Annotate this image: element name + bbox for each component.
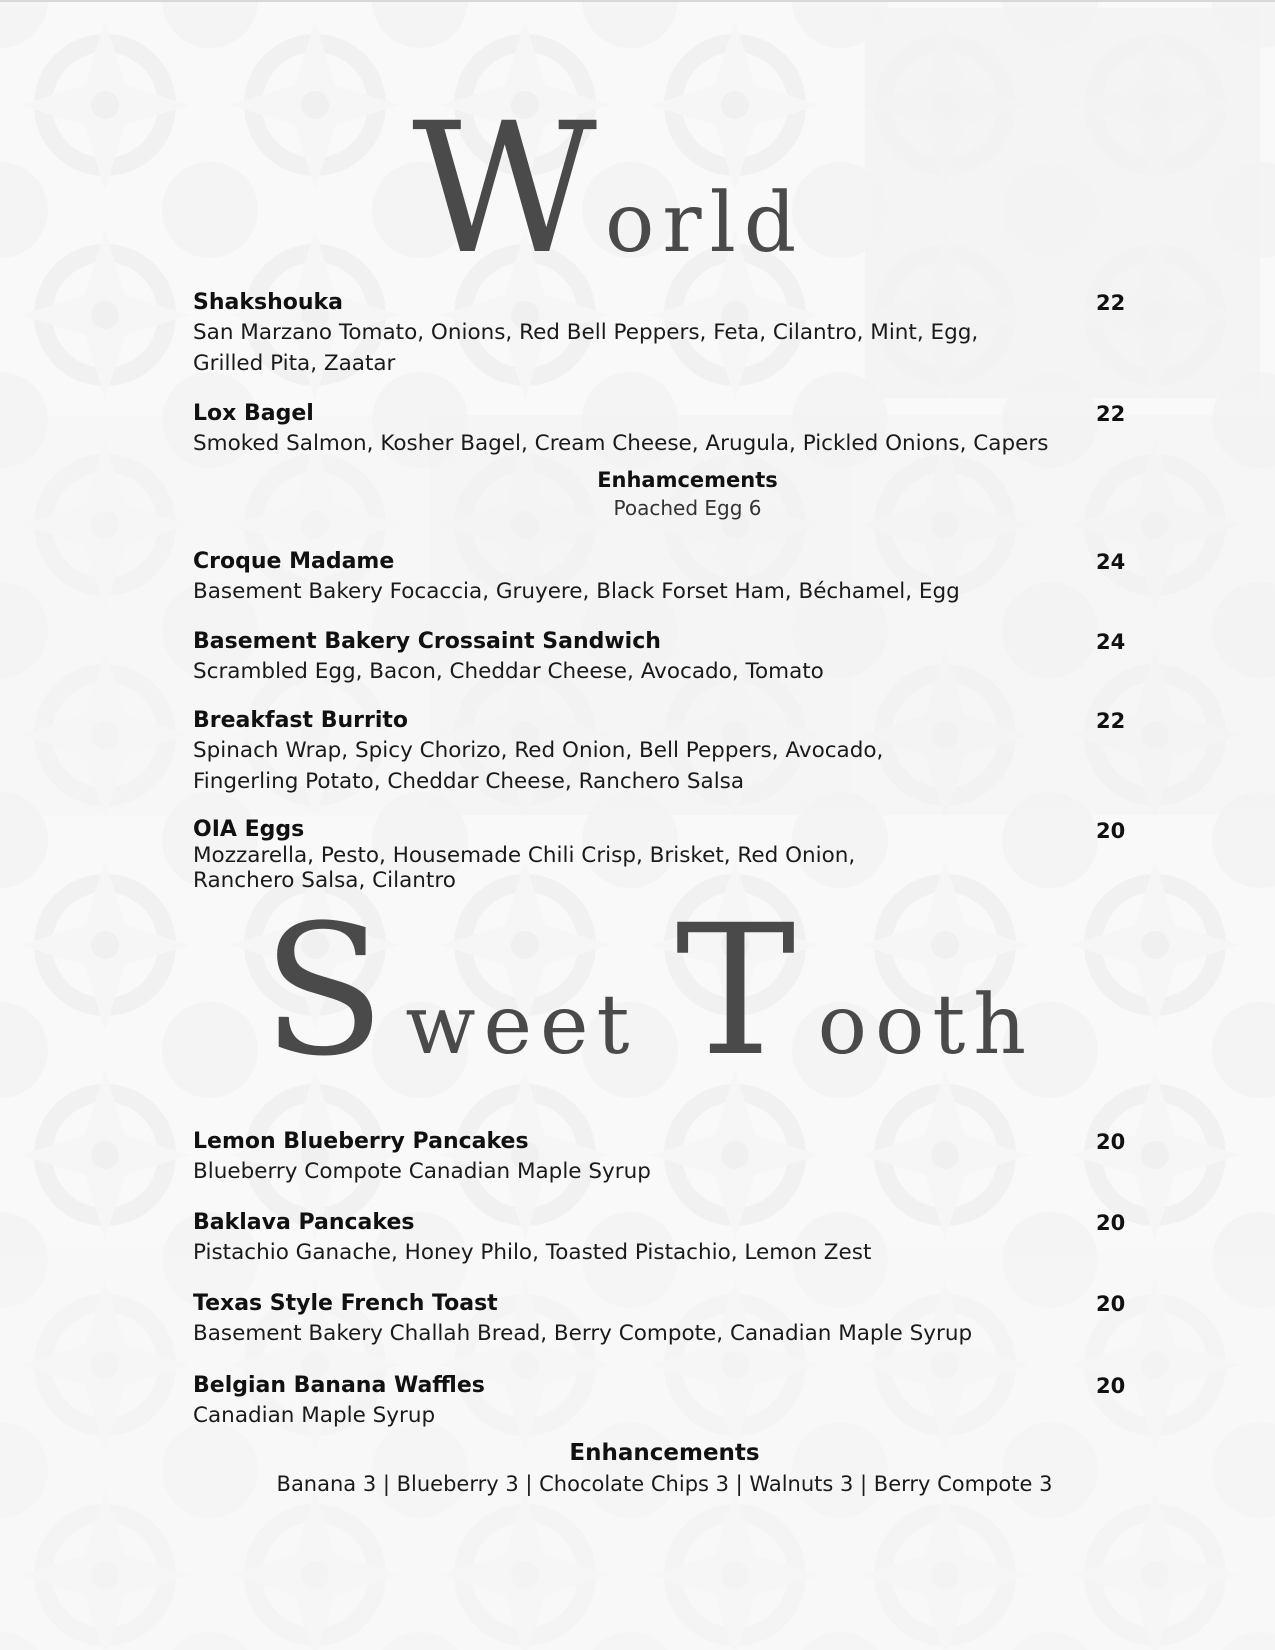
item-name: Croque Madame [193, 549, 395, 574]
tooth-title-initial: T [675, 887, 796, 1096]
tooth-title-rest: ooth [817, 978, 1035, 1073]
menu-item-breakfast-burrito [193, 707, 1123, 797]
enhancements-list: Banana 3 | Blueberry 3 | Chocolate Chips 3 | Walnuts 3 | Berry Compote 3 [276, 1472, 1053, 1496]
item-price: 22 [1096, 402, 1126, 426]
menu-item-crossaint-sandwich [193, 628, 1123, 687]
world-enhancements [50, 468, 1275, 520]
item-price: 20 [1096, 1374, 1126, 1398]
item-description: San Marzano Tomato, Onions, Red Bell Peppers, Feta, Cilantro, Mint, Egg, [193, 320, 979, 345]
item-description: Canadian Maple Syrup [193, 1403, 436, 1428]
menu-item-belgian-waffles [193, 1372, 1123, 1431]
item-description: Pistachio Ganache, Honey Philo, Toasted Pistachio, Lemon Zest [193, 1240, 872, 1265]
item-description: Scrambled Egg, Bacon, Cheddar Cheese, Avocado, Tomato [193, 659, 824, 684]
item-price: 24 [1096, 550, 1126, 574]
top-border [0, 0, 1275, 2]
item-price: 20 [1096, 1292, 1126, 1316]
world-title-initial: W [412, 85, 598, 294]
item-name: Baklava Pancakes [193, 1210, 415, 1235]
item-description: Blueberry Compote Canadian Maple Syrup [193, 1159, 651, 1184]
menu-item-shakshouka [193, 289, 1123, 379]
sweet-title-rest: weet [405, 978, 638, 1073]
item-price: 22 [1096, 291, 1126, 315]
item-price: 22 [1096, 709, 1126, 733]
item-price: 20 [1096, 1130, 1126, 1154]
item-description: Spinach Wrap, Spicy Chorizo, Red Onion, Bell Peppers, Avocado, [193, 738, 884, 763]
item-name: Belgian Banana Waffles [193, 1373, 485, 1398]
item-description: Basement Bakery Challah Bread, Berry Compote, Canadian Maple Syrup [193, 1321, 973, 1346]
enhancements-heading: Enhamcements [597, 468, 778, 492]
item-name: Breakfast Burrito [193, 708, 409, 733]
item-name: Shakshouka [193, 290, 343, 315]
enhancements-list: Poached Egg 6 [613, 496, 762, 520]
world-title-rest: orld [605, 176, 805, 271]
sweet-enhancements [27, 1440, 1275, 1496]
menu-item-baklava-pancakes [193, 1209, 1123, 1268]
item-description: Ranchero Salsa, Cilantro [193, 868, 456, 893]
item-name: Lemon Blueberry Pancakes [193, 1129, 529, 1154]
item-description: Grilled Pita, Zaatar [193, 351, 396, 376]
item-price: 24 [1096, 630, 1126, 654]
item-description: Mozzarella, Pesto, Housemade Chili Crisp, Brisket, Red Onion, [193, 843, 856, 868]
item-price: 20 [1096, 819, 1126, 843]
menu-item-croque-madame [193, 548, 1123, 607]
item-name: Lox Bagel [193, 401, 314, 426]
menu-item-lemon-blueberry-pancakes [193, 1128, 1123, 1187]
item-name: Basement Bakery Crossaint Sandwich [193, 629, 661, 654]
item-description: Fingerling Potato, Cheddar Cheese, Ranchero Salsa [193, 769, 745, 794]
sweet-title-initial: S [262, 887, 386, 1096]
item-name: Texas Style French Toast [193, 1291, 498, 1316]
menu-item-french-toast [193, 1290, 1123, 1349]
item-name: OIA Eggs [193, 817, 305, 842]
enhancements-heading: Enhancements [569, 1440, 760, 1466]
item-price: 20 [1096, 1211, 1126, 1235]
item-description: Smoked Salmon, Kosher Bagel, Cream Cheese, Arugula, Pickled Onions, Capers [193, 431, 1049, 456]
item-description: Basement Bakery Focaccia, Gruyere, Black Forset Ham, Béchamel, Egg [193, 579, 960, 604]
menu-item-lox-bagel [193, 400, 1123, 459]
sweet-tooth-title [262, 887, 1035, 1096]
menu-item-oia-eggs [193, 817, 1123, 893]
world-title [412, 85, 805, 294]
